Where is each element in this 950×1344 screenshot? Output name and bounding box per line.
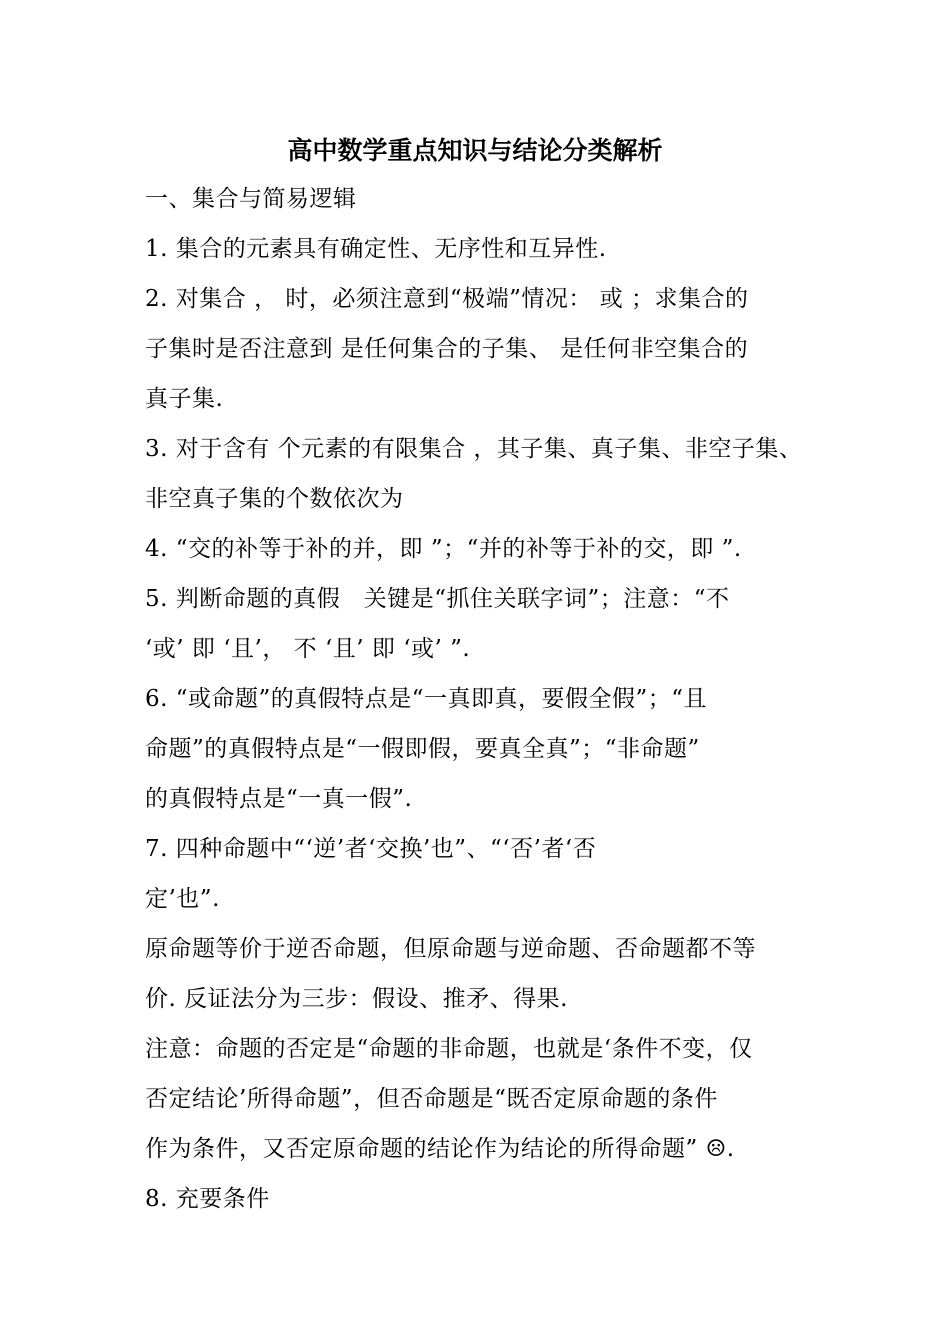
paragraph-line: 7. 四种命题中“‘逆’者‘交换’也”、“‘否’者‘否 — [145, 836, 597, 862]
paragraph-line: 3. 对于含有 个元素的有限集合 ，其子集、真子集、非空子集、 — [145, 436, 803, 462]
paragraph-line: 真子集. — [145, 386, 224, 412]
paragraph-line: 8. 充要条件 — [145, 1186, 270, 1212]
paragraph-line: 非空真子集的个数依次为 — [145, 486, 404, 512]
paragraph-line: 注意：命题的否定是“命题的非命题，也就是‘条件不变，仅 — [145, 1036, 753, 1062]
paragraph-line: 1. 集合的元素具有确定性、无序性和互异性. — [145, 236, 607, 262]
paragraph-line: 命题”的真假特点是“一假即假，要真全真”；“非命题” — [145, 736, 700, 762]
paragraph-line: 4. “交的补等于补的并，即 ”；“并的补等于补的交，即 ”. — [145, 536, 742, 562]
paragraph-line: 价. 反证法分为三步：假设、推矛、得果. — [145, 986, 568, 1012]
document-title: 高中数学重点知识与结论分类解析 — [287, 136, 663, 165]
paragraph-line: 作为条件，又否定原命题的结论作为结论的所得命题” ☹. — [145, 1136, 735, 1162]
paragraph-line: 2. 对集合 ， 时，必须注意到“极端”情况： 或 ；求集合的 — [145, 286, 749, 312]
paragraph-line: 定’也”. — [145, 886, 220, 912]
paragraph-line: 6. “或命题”的真假特点是“一真即真，要假全假”；“且 — [145, 686, 708, 712]
paragraph-line: 的真假特点是“一真一假”. — [145, 786, 413, 812]
paragraph-line: 否定结论’所得命题”，但否命题是“既否定原命题的条件 — [145, 1086, 718, 1112]
section-heading-sets-logic: 一、集合与简易逻辑 — [145, 186, 357, 212]
paragraph-line: 子集时是否注意到 是任何集合的子集、 是任何非空集合的 — [145, 336, 749, 362]
paragraph-line: 原命题等价于逆否命题，但原命题与逆命题、否命题都不等 — [145, 936, 756, 962]
paragraph-line: 5. 判断命题的真假 关键是“抓住关联字词”；注意：“不 — [145, 586, 730, 612]
paragraph-line: ‘或’ 即 ‘且’， 不 ‘且’ 即 ‘或’ ”. — [145, 636, 471, 662]
